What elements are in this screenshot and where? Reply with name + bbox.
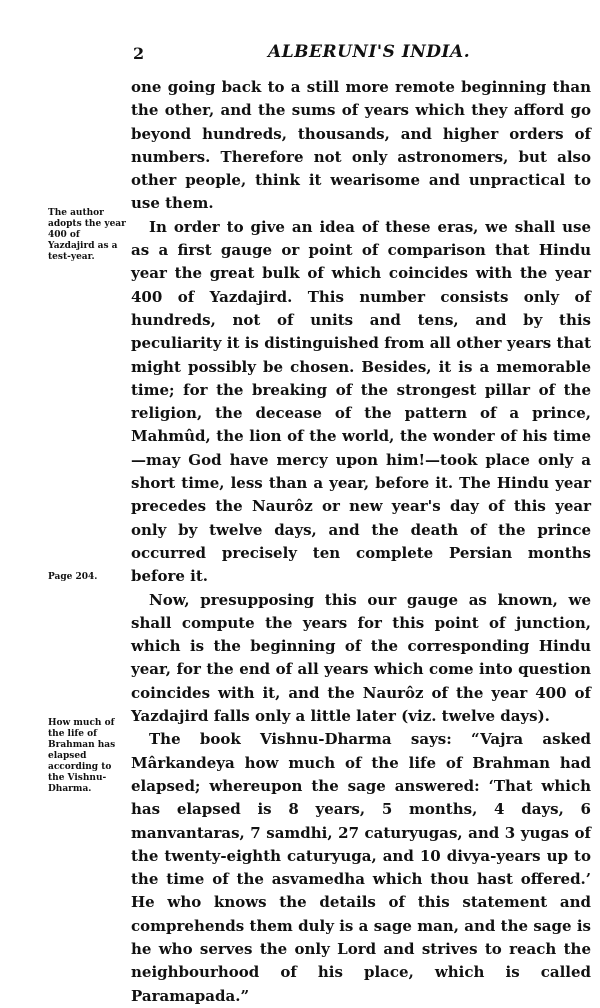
margin-note-brahman-life: How much of the life of Brahman has elapsed according to the Vishnu-Dharma. [48, 718, 116, 794]
paragraph-vishnu-dharma: The book Vishnu-Dharma says: “Vajra asked Mârkandeya how much of the life of Brahman had elapsed; whereupon the sage answered: ‘That which has elapsed is 8 years, 5 months, 4 days, 6 manvantaras, 7 samdhi, 27 caturyugas, and 3 yugas of the twenty-eighth caturyuga, and 10 divya-years up to the time of the asvamedha which thou hast offered.’ He who knows the details of this statement and comprehends them duly is a sage man, and the sage is he who serves the only Lord and strives to reach the neighbourhood of his place, which is called Paramapada.” [131, 730, 591, 1005]
paragraph-continuation: one going back to a still more remote beginning than the other, and the sums of years which they afford go beyond hundreds, thousands, and higher orders of numbers. Therefore not only astronomers, but also other people, think it wearisome and unpractical to use them. [131, 78, 591, 213]
margin-note-page-ref: Page 204. [48, 572, 98, 582]
paragraph-eras: In order to give an idea of these eras, we shall use as a first gauge or point of comparison that Hindu year the great bulk of which coincides with the year 400 of Yazdajird. This number consists only of hundreds, not of units and tens, and by this peculiarity it is distinguished from all other years that might possibly be chosen. Besides, it is a memorable time; for the breaking of the strongest pillar of the religion, the decease of the pattern of a prince, Mahmûd, the lion of the world, the wonder of his time—may God have mercy upon him!—took place only a short time, less than a year, before it. The Hindu year precedes the Naurôz or new year's day of this year only by twelve days, and the death of the prince occurred precisely ten complete Persian months before it. [131, 217, 591, 586]
margin-note-test-year: The author adopts the year 400 of Yazdajird as a test-year. [48, 208, 126, 262]
paragraph-gauge: Now, presupposing this our gauge as known, we shall compute the years for this point of junction, which is the beginning of the corresponding Hindu year, for the end of all years which come into question coincides with it, and the Naurôz of the year 400 of Yazdajird falls only a little later (viz. twelve days). [131, 590, 591, 726]
page-number: 2 [133, 44, 145, 63]
page-header [0, 40, 600, 70]
body-text [131, 76, 591, 1008]
running-title: ALBERUNI'S INDIA. [268, 42, 471, 62]
